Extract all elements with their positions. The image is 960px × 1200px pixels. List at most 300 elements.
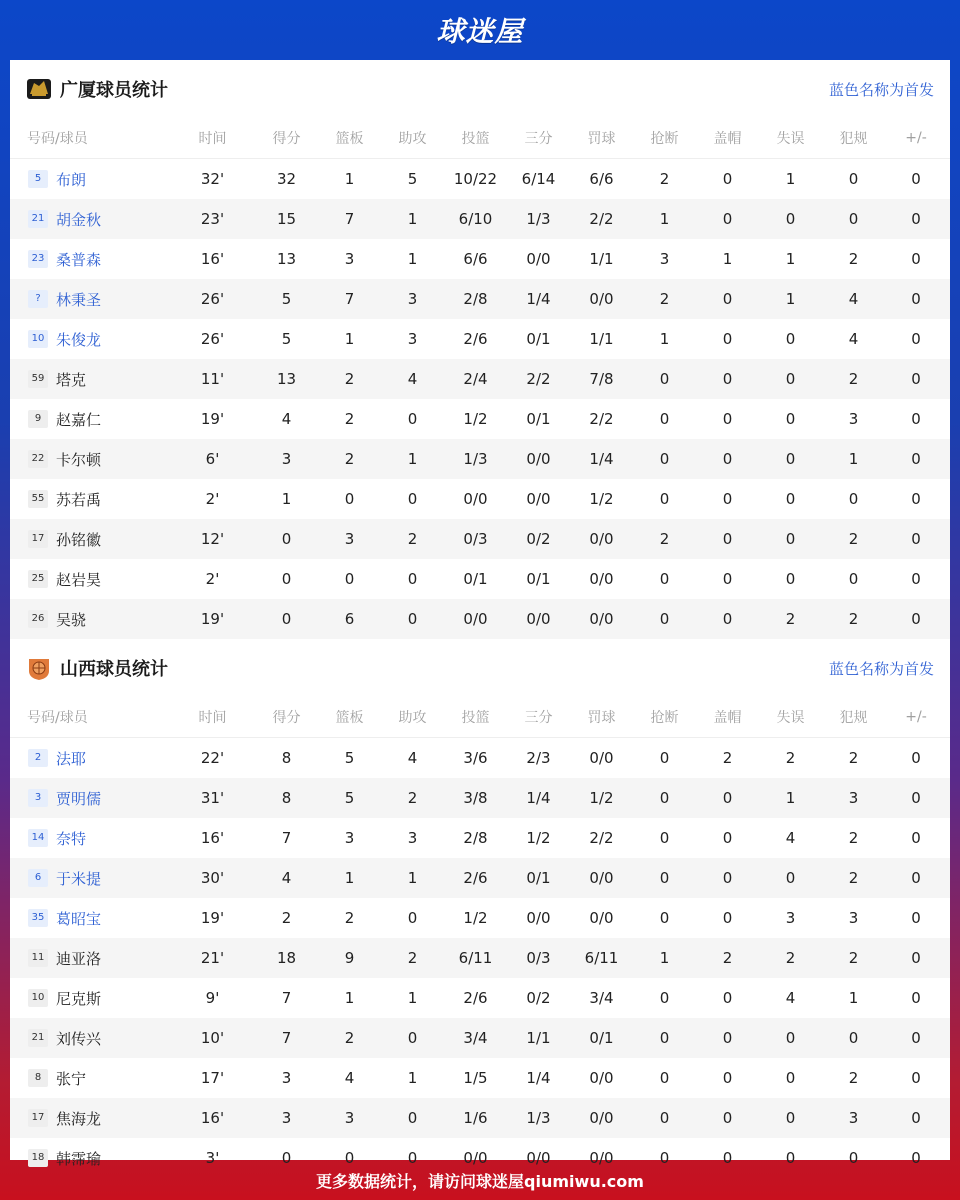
player-row[interactable] bbox=[10, 818, 950, 858]
player-cell bbox=[10, 289, 170, 310]
stat-blocks: 0 bbox=[722, 909, 733, 927]
stat-minutes: 10' bbox=[200, 1029, 225, 1047]
stat-rebounds: 0 bbox=[344, 570, 355, 588]
starter-legend-note: 蓝色名称为首发 bbox=[828, 659, 934, 678]
stat-rebounds: 3 bbox=[344, 250, 355, 268]
stat-plus-minus: 0 bbox=[911, 330, 921, 348]
jersey-number-badge: 2 bbox=[28, 749, 48, 767]
jersey-number-badge: 3 bbox=[28, 789, 48, 807]
stat-fouls: 2 bbox=[848, 949, 859, 967]
player-name[interactable]: 苏若禹 bbox=[56, 490, 102, 509]
player-name[interactable]: 布朗 bbox=[56, 170, 87, 189]
stat-three-pointers: 0/2 bbox=[526, 530, 551, 548]
stat-steals: 2 bbox=[659, 290, 670, 308]
column-header-player[interactable]: 号码/球员 bbox=[27, 710, 88, 726]
stat-blocks: 2 bbox=[722, 949, 733, 967]
player-name[interactable]: 胡金秋 bbox=[56, 210, 102, 229]
stat-minutes: 9' bbox=[205, 989, 220, 1007]
column-header-free-throws[interactable]: 罚球 bbox=[587, 131, 616, 147]
column-header-plus-minus[interactable]: +/- bbox=[905, 709, 927, 725]
stat-rebounds: 2 bbox=[344, 450, 355, 468]
stat-field-goals: 6/11 bbox=[458, 949, 493, 967]
player-name[interactable]: 朱俊龙 bbox=[56, 330, 102, 349]
column-header-blocks[interactable]: 盖帽 bbox=[713, 131, 742, 147]
stat-turnovers: 1 bbox=[785, 170, 796, 188]
stat-assists: 1 bbox=[407, 450, 418, 468]
stat-free-throws: 1/4 bbox=[589, 450, 614, 468]
stat-blocks: 0 bbox=[722, 1109, 733, 1127]
stat-three-pointers: 0/0 bbox=[526, 450, 551, 468]
player-row[interactable] bbox=[10, 319, 950, 359]
stat-minutes: 16' bbox=[200, 829, 225, 847]
stat-rebounds: 3 bbox=[344, 1109, 355, 1127]
stat-turnovers: 0 bbox=[785, 450, 796, 468]
stat-free-throws: 2/2 bbox=[589, 410, 614, 428]
stat-free-throws: 0/0 bbox=[589, 749, 614, 767]
player-row[interactable] bbox=[10, 279, 950, 319]
player-cell bbox=[10, 948, 170, 969]
stat-turnovers: 1 bbox=[785, 789, 796, 807]
stat-three-pointers: 0/1 bbox=[526, 570, 551, 588]
column-header-fouls[interactable]: 犯规 bbox=[839, 710, 868, 726]
stat-three-pointers: 1/4 bbox=[526, 789, 551, 807]
stat-points: 5 bbox=[281, 290, 292, 308]
brand-logo[interactable]: 球迷屋 bbox=[436, 15, 524, 48]
player-name[interactable]: 韩霈瑜 bbox=[56, 1149, 102, 1168]
jersey-number-badge: ? bbox=[28, 290, 48, 308]
player-name[interactable]: 桑普森 bbox=[56, 250, 102, 269]
stats-panel bbox=[10, 60, 950, 1168]
stat-free-throws: 1/1 bbox=[589, 250, 614, 268]
stat-field-goals: 2/6 bbox=[463, 989, 488, 1007]
player-row[interactable] bbox=[10, 778, 950, 818]
stat-free-throws: 6/11 bbox=[584, 949, 619, 967]
stat-three-pointers: 1/4 bbox=[526, 1069, 551, 1087]
stat-rebounds: 3 bbox=[344, 530, 355, 548]
stat-minutes: 31' bbox=[200, 789, 225, 807]
stat-minutes: 21' bbox=[200, 949, 225, 967]
stat-blocks: 0 bbox=[722, 789, 733, 807]
stat-assists: 1 bbox=[407, 989, 418, 1007]
column-header-rebounds[interactable]: 篮板 bbox=[335, 710, 364, 726]
stat-field-goals: 2/8 bbox=[463, 290, 488, 308]
player-cell bbox=[10, 988, 170, 1009]
stat-turnovers: 0 bbox=[785, 869, 796, 887]
jersey-number-badge: 25 bbox=[28, 570, 48, 588]
stat-three-pointers: 0/2 bbox=[526, 989, 551, 1007]
stat-blocks: 0 bbox=[722, 370, 733, 388]
footer-banner[interactable]: 更多数据统计，请访问球迷屋qiumiwu.com bbox=[316, 1171, 644, 1191]
jersey-number-badge: 23 bbox=[28, 250, 48, 268]
stat-steals: 0 bbox=[659, 1149, 670, 1167]
stat-steals: 0 bbox=[659, 989, 670, 1007]
stat-points: 0 bbox=[281, 610, 292, 628]
stat-minutes: 16' bbox=[200, 1109, 225, 1127]
player-row[interactable] bbox=[10, 898, 950, 938]
player-cell bbox=[10, 788, 170, 809]
stat-plus-minus: 0 bbox=[911, 290, 921, 308]
stat-points: 1 bbox=[281, 490, 292, 508]
stat-plus-minus: 0 bbox=[911, 570, 921, 588]
stat-blocks: 0 bbox=[722, 210, 733, 228]
stat-points: 7 bbox=[281, 989, 292, 1007]
stat-field-goals: 2/4 bbox=[463, 370, 488, 388]
stat-blocks: 2 bbox=[722, 749, 733, 767]
stat-turnovers: 3 bbox=[785, 909, 796, 927]
stat-three-pointers: 0/1 bbox=[526, 410, 551, 428]
player-row[interactable] bbox=[10, 399, 950, 439]
player-cell bbox=[10, 489, 170, 510]
player-row[interactable] bbox=[10, 858, 950, 898]
stat-rebounds: 0 bbox=[344, 490, 355, 508]
stat-three-pointers: 1/4 bbox=[526, 290, 551, 308]
lion-logo-icon bbox=[26, 76, 52, 102]
stat-field-goals: 6/6 bbox=[463, 250, 488, 268]
player-row[interactable] bbox=[10, 479, 950, 519]
stat-steals: 0 bbox=[659, 370, 670, 388]
column-header-row bbox=[10, 118, 950, 159]
stat-steals: 0 bbox=[659, 1109, 670, 1127]
column-header-free-throws[interactable]: 罚球 bbox=[587, 710, 616, 726]
stat-turnovers: 4 bbox=[785, 829, 796, 847]
stat-minutes: 6' bbox=[205, 450, 220, 468]
column-header-field-goals[interactable]: 投篮 bbox=[461, 131, 490, 147]
stat-fouls: 2 bbox=[848, 869, 859, 887]
stat-assists: 3 bbox=[407, 330, 418, 348]
stat-rebounds: 2 bbox=[344, 909, 355, 927]
jersey-number-badge: 17 bbox=[28, 530, 48, 548]
stat-plus-minus: 0 bbox=[911, 410, 921, 428]
stat-turnovers: 0 bbox=[785, 370, 796, 388]
stat-blocks: 1 bbox=[722, 250, 733, 268]
stat-turnovers: 0 bbox=[785, 570, 796, 588]
stat-assists: 1 bbox=[407, 1069, 418, 1087]
stat-plus-minus: 0 bbox=[911, 250, 921, 268]
jersey-number-badge: 35 bbox=[28, 909, 48, 927]
stat-blocks: 0 bbox=[722, 570, 733, 588]
stat-free-throws: 0/0 bbox=[589, 869, 614, 887]
stat-rebounds: 5 bbox=[344, 789, 355, 807]
stat-three-pointers: 2/2 bbox=[526, 370, 551, 388]
stat-fouls: 3 bbox=[848, 789, 859, 807]
player-name[interactable]: 张宁 bbox=[56, 1069, 87, 1088]
stat-field-goals: 3/6 bbox=[463, 749, 488, 767]
stat-points: 8 bbox=[281, 789, 292, 807]
stat-field-goals: 1/2 bbox=[463, 909, 488, 927]
player-name[interactable]: 贾明儒 bbox=[56, 789, 102, 808]
stat-field-goals: 2/6 bbox=[463, 330, 488, 348]
stat-turnovers: 0 bbox=[785, 1029, 796, 1047]
stat-three-pointers: 0/1 bbox=[526, 869, 551, 887]
player-cell bbox=[10, 169, 170, 190]
stat-turnovers: 0 bbox=[785, 410, 796, 428]
stat-turnovers: 0 bbox=[785, 490, 796, 508]
player-row[interactable] bbox=[10, 738, 950, 778]
stat-plus-minus: 0 bbox=[911, 909, 921, 927]
stat-plus-minus: 0 bbox=[911, 949, 921, 967]
player-name[interactable]: 塔克 bbox=[56, 370, 87, 389]
player-name[interactable]: 吴骁 bbox=[56, 610, 87, 629]
jersey-number-badge: 55 bbox=[28, 490, 48, 508]
stat-assists: 0 bbox=[407, 1109, 418, 1127]
stat-assists: 4 bbox=[407, 749, 418, 767]
stat-steals: 2 bbox=[659, 170, 670, 188]
jersey-number-badge: 22 bbox=[28, 450, 48, 468]
stat-minutes: 22' bbox=[200, 749, 225, 767]
player-cell bbox=[10, 329, 170, 350]
stat-plus-minus: 0 bbox=[911, 829, 921, 847]
player-row[interactable] bbox=[10, 978, 950, 1018]
stat-field-goals: 1/5 bbox=[463, 1069, 488, 1087]
stat-plus-minus: 0 bbox=[911, 1029, 921, 1047]
stat-points: 13 bbox=[276, 250, 297, 268]
stat-free-throws: 2/2 bbox=[589, 210, 614, 228]
column-header-turnovers[interactable]: 失误 bbox=[776, 710, 805, 726]
stat-minutes: 26' bbox=[200, 330, 225, 348]
stat-minutes: 19' bbox=[200, 610, 225, 628]
stat-field-goals: 3/8 bbox=[463, 789, 488, 807]
jersey-number-badge: 18 bbox=[28, 1149, 48, 1167]
stat-fouls: 1 bbox=[848, 450, 859, 468]
stat-free-throws: 6/6 bbox=[589, 170, 614, 188]
stat-free-throws: 1/2 bbox=[589, 789, 614, 807]
stat-points: 3 bbox=[281, 1069, 292, 1087]
column-header-assists[interactable]: 助攻 bbox=[398, 131, 427, 147]
stat-blocks: 0 bbox=[722, 330, 733, 348]
stat-free-throws: 0/0 bbox=[589, 290, 614, 308]
stat-points: 7 bbox=[281, 1029, 292, 1047]
stat-rebounds: 3 bbox=[344, 829, 355, 847]
column-header-blocks[interactable]: 盖帽 bbox=[713, 710, 742, 726]
player-row[interactable] bbox=[10, 559, 950, 599]
column-header-minutes[interactable]: 时间 bbox=[198, 131, 227, 147]
stat-steals: 0 bbox=[659, 450, 670, 468]
stat-turnovers: 1 bbox=[785, 250, 796, 268]
stat-points: 32 bbox=[276, 170, 297, 188]
player-row[interactable] bbox=[10, 1018, 950, 1058]
stat-free-throws: 0/1 bbox=[589, 1029, 614, 1047]
stat-minutes: 23' bbox=[200, 210, 225, 228]
column-header-minutes[interactable]: 时间 bbox=[198, 710, 227, 726]
column-header-three-pointers[interactable]: 三分 bbox=[524, 710, 553, 726]
stat-fouls: 2 bbox=[848, 530, 859, 548]
player-name[interactable]: 卡尔顿 bbox=[56, 450, 102, 469]
jersey-number-badge: 8 bbox=[28, 1069, 48, 1087]
stat-steals: 1 bbox=[659, 330, 670, 348]
stat-assists: 1 bbox=[407, 869, 418, 887]
stat-rebounds: 6 bbox=[344, 610, 355, 628]
stat-minutes: 30' bbox=[200, 869, 225, 887]
stat-blocks: 0 bbox=[722, 530, 733, 548]
stat-free-throws: 1/1 bbox=[589, 330, 614, 348]
stat-three-pointers: 0/0 bbox=[526, 610, 551, 628]
stat-plus-minus: 0 bbox=[911, 1109, 921, 1127]
stat-assists: 2 bbox=[407, 949, 418, 967]
stat-assists: 0 bbox=[407, 1149, 418, 1167]
stat-plus-minus: 0 bbox=[911, 490, 921, 508]
stat-minutes: 16' bbox=[200, 250, 225, 268]
stat-turnovers: 4 bbox=[785, 989, 796, 1007]
player-cell bbox=[10, 249, 170, 270]
stat-three-pointers: 1/3 bbox=[526, 1109, 551, 1127]
stat-assists: 1 bbox=[407, 250, 418, 268]
stat-rebounds: 1 bbox=[344, 330, 355, 348]
stat-points: 3 bbox=[281, 1109, 292, 1127]
stat-minutes: 19' bbox=[200, 410, 225, 428]
column-header-steals[interactable]: 抢断 bbox=[650, 710, 679, 726]
team-header bbox=[10, 639, 950, 697]
player-name[interactable]: 奈特 bbox=[56, 829, 87, 848]
player-row[interactable] bbox=[10, 239, 950, 279]
stat-turnovers: 0 bbox=[785, 210, 796, 228]
column-header-assists[interactable]: 助攻 bbox=[398, 710, 427, 726]
stat-field-goals: 1/6 bbox=[463, 1109, 488, 1127]
starter-legend-note: 蓝色名称为首发 bbox=[828, 80, 934, 99]
jersey-number-badge: 5 bbox=[28, 170, 48, 188]
player-name[interactable]: 于米提 bbox=[56, 869, 102, 888]
player-name[interactable]: 葛昭宝 bbox=[56, 909, 102, 928]
stat-turnovers: 0 bbox=[785, 1109, 796, 1127]
stat-minutes: 12' bbox=[200, 530, 225, 548]
column-header-plus-minus[interactable]: +/- bbox=[905, 130, 927, 146]
stat-blocks: 0 bbox=[722, 1069, 733, 1087]
stat-points: 4 bbox=[281, 410, 292, 428]
player-row[interactable] bbox=[10, 938, 950, 978]
player-row[interactable] bbox=[10, 439, 950, 479]
player-name[interactable]: 赵嘉仁 bbox=[56, 410, 102, 429]
stat-turnovers: 0 bbox=[785, 1149, 796, 1167]
stat-free-throws: 2/2 bbox=[589, 829, 614, 847]
stat-assists: 0 bbox=[407, 490, 418, 508]
player-cell bbox=[10, 748, 170, 769]
stat-fouls: 0 bbox=[848, 1029, 859, 1047]
stat-minutes: 2' bbox=[205, 570, 220, 588]
stat-points: 18 bbox=[276, 949, 297, 967]
stat-field-goals: 6/10 bbox=[458, 210, 493, 228]
player-name[interactable]: 迪亚洛 bbox=[56, 949, 102, 968]
column-header-points[interactable]: 得分 bbox=[272, 710, 301, 726]
player-cell bbox=[10, 569, 170, 590]
stat-steals: 1 bbox=[659, 949, 670, 967]
stat-rebounds: 5 bbox=[344, 749, 355, 767]
stat-fouls: 2 bbox=[848, 250, 859, 268]
stat-assists: 0 bbox=[407, 1029, 418, 1047]
jersey-number-badge: 11 bbox=[28, 949, 48, 967]
top-bar bbox=[0, 0, 960, 60]
stat-assists: 3 bbox=[407, 290, 418, 308]
player-name[interactable]: 赵岩昊 bbox=[56, 570, 102, 589]
column-header-points[interactable]: 得分 bbox=[272, 131, 301, 147]
stat-steals: 0 bbox=[659, 869, 670, 887]
stat-steals: 0 bbox=[659, 1069, 670, 1087]
stat-plus-minus: 0 bbox=[911, 869, 921, 887]
stat-field-goals: 3/4 bbox=[463, 1029, 488, 1047]
column-header-turnovers[interactable]: 失误 bbox=[776, 131, 805, 147]
stat-three-pointers: 0/0 bbox=[526, 250, 551, 268]
stat-field-goals: 0/0 bbox=[463, 1149, 488, 1167]
stat-steals: 0 bbox=[659, 570, 670, 588]
jersey-number-badge: 17 bbox=[28, 1109, 48, 1127]
jersey-number-badge: 9 bbox=[28, 410, 48, 428]
player-name[interactable]: 孙铭徽 bbox=[56, 530, 102, 549]
stat-three-pointers: 1/2 bbox=[526, 829, 551, 847]
column-header-steals[interactable]: 抢断 bbox=[650, 131, 679, 147]
player-cell bbox=[10, 1108, 170, 1129]
stat-free-throws: 0/0 bbox=[589, 1069, 614, 1087]
stat-free-throws: 0/0 bbox=[589, 1109, 614, 1127]
stat-fouls: 0 bbox=[848, 170, 859, 188]
stat-three-pointers: 0/1 bbox=[526, 330, 551, 348]
stat-points: 2 bbox=[281, 909, 292, 927]
stat-assists: 0 bbox=[407, 570, 418, 588]
player-name[interactable]: 法耶 bbox=[56, 749, 87, 768]
stat-free-throws: 0/0 bbox=[589, 570, 614, 588]
stat-turnovers: 0 bbox=[785, 330, 796, 348]
player-row[interactable] bbox=[10, 199, 950, 239]
stat-field-goals: 0/1 bbox=[463, 570, 488, 588]
stat-rebounds: 1 bbox=[344, 869, 355, 887]
stat-fouls: 2 bbox=[848, 1069, 859, 1087]
player-name[interactable]: 焦海龙 bbox=[56, 1109, 102, 1128]
player-cell bbox=[10, 868, 170, 889]
stat-blocks: 0 bbox=[722, 829, 733, 847]
stat-points: 0 bbox=[281, 570, 292, 588]
stat-three-pointers: 0/0 bbox=[526, 490, 551, 508]
stat-fouls: 4 bbox=[848, 290, 859, 308]
player-row[interactable] bbox=[10, 519, 950, 559]
stat-plus-minus: 0 bbox=[911, 530, 921, 548]
stat-rebounds: 2 bbox=[344, 370, 355, 388]
stat-rebounds: 2 bbox=[344, 1029, 355, 1047]
player-name[interactable]: 尼克斯 bbox=[56, 989, 102, 1008]
stat-fouls: 3 bbox=[848, 1109, 859, 1127]
stat-assists: 2 bbox=[407, 789, 418, 807]
player-row[interactable] bbox=[10, 1058, 950, 1098]
stat-minutes: 3' bbox=[205, 1149, 220, 1167]
stat-blocks: 0 bbox=[722, 410, 733, 428]
stat-plus-minus: 0 bbox=[911, 789, 921, 807]
player-row[interactable] bbox=[10, 159, 950, 199]
stat-turnovers: 2 bbox=[785, 610, 796, 628]
column-header-player[interactable]: 号码/球员 bbox=[27, 131, 88, 147]
stat-plus-minus: 0 bbox=[911, 370, 921, 388]
player-row[interactable] bbox=[10, 599, 950, 639]
stat-blocks: 0 bbox=[722, 610, 733, 628]
player-row[interactable] bbox=[10, 359, 950, 399]
player-cell bbox=[10, 369, 170, 390]
jersey-number-badge: 6 bbox=[28, 869, 48, 887]
column-header-row bbox=[10, 697, 950, 738]
column-header-fouls[interactable]: 犯规 bbox=[839, 131, 868, 147]
stat-rebounds: 2 bbox=[344, 410, 355, 428]
player-name[interactable]: 刘传兴 bbox=[56, 1029, 102, 1048]
player-cell bbox=[10, 828, 170, 849]
player-name[interactable]: 林秉圣 bbox=[56, 290, 102, 309]
player-row[interactable] bbox=[10, 1098, 950, 1138]
column-header-rebounds[interactable]: 篮板 bbox=[335, 131, 364, 147]
stat-three-pointers: 0/0 bbox=[526, 909, 551, 927]
stat-plus-minus: 0 bbox=[911, 1069, 921, 1087]
stat-three-pointers: 2/3 bbox=[526, 749, 551, 767]
column-header-three-pointers[interactable]: 三分 bbox=[524, 131, 553, 147]
stat-rebounds: 7 bbox=[344, 210, 355, 228]
stat-turnovers: 0 bbox=[785, 530, 796, 548]
column-header-field-goals[interactable]: 投篮 bbox=[461, 710, 490, 726]
stat-steals: 0 bbox=[659, 610, 670, 628]
player-cell bbox=[10, 449, 170, 470]
player-cell bbox=[10, 609, 170, 630]
stat-assists: 5 bbox=[407, 170, 418, 188]
